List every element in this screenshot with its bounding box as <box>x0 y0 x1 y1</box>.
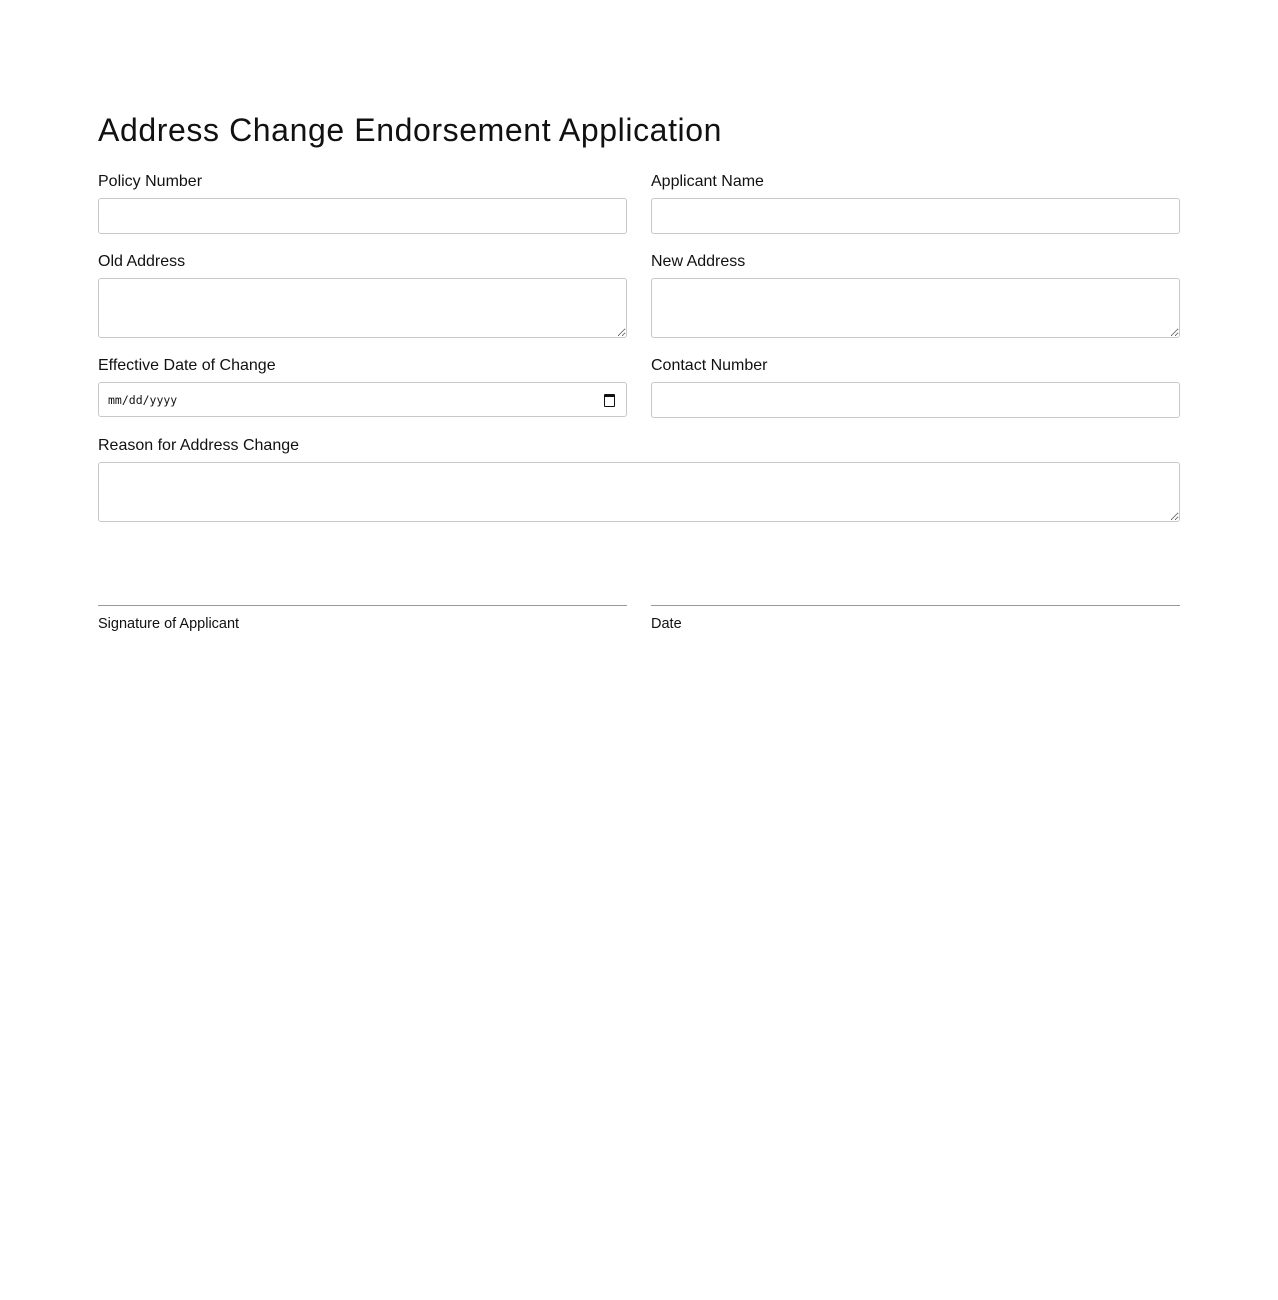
applicant-name-input[interactable] <box>651 198 1180 234</box>
date-placeholder: mm/dd/yyyy <box>108 393 178 407</box>
date-caption: Date <box>651 616 682 632</box>
policy-number-input[interactable] <box>98 198 627 234</box>
page-title: Address Change Endorsement Application <box>98 112 723 148</box>
policy-number-label: Policy Number <box>98 173 203 190</box>
effective-date-group <box>98 356 627 417</box>
old-address-label: Old Address <box>98 253 186 270</box>
reason-textarea[interactable] <box>98 462 1180 522</box>
policy-number-group <box>98 172 627 234</box>
date-line <box>651 605 1180 606</box>
new-address-label: New Address <box>651 253 746 270</box>
contact-number-group <box>651 356 1180 418</box>
applicant-name-label: Applicant Name <box>651 173 764 190</box>
reason-label: Reason for Address Change <box>98 437 300 454</box>
applicant-signature-block <box>98 605 627 633</box>
signature-line <box>98 605 627 606</box>
calendar-icon[interactable] <box>604 394 615 407</box>
contact-number-label: Contact Number <box>651 357 768 374</box>
old-address-group <box>98 252 627 338</box>
date-signature-block <box>651 605 1180 633</box>
new-address-textarea[interactable] <box>651 278 1180 338</box>
reason-group <box>98 436 1180 522</box>
signature-caption: Signature of Applicant <box>98 616 240 632</box>
effective-date-input[interactable] <box>98 382 627 417</box>
old-address-textarea[interactable] <box>98 278 627 338</box>
contact-number-input[interactable] <box>651 382 1180 418</box>
new-address-group <box>651 252 1180 338</box>
applicant-name-group <box>651 172 1180 234</box>
effective-date-label: Effective Date of Change <box>98 357 276 374</box>
